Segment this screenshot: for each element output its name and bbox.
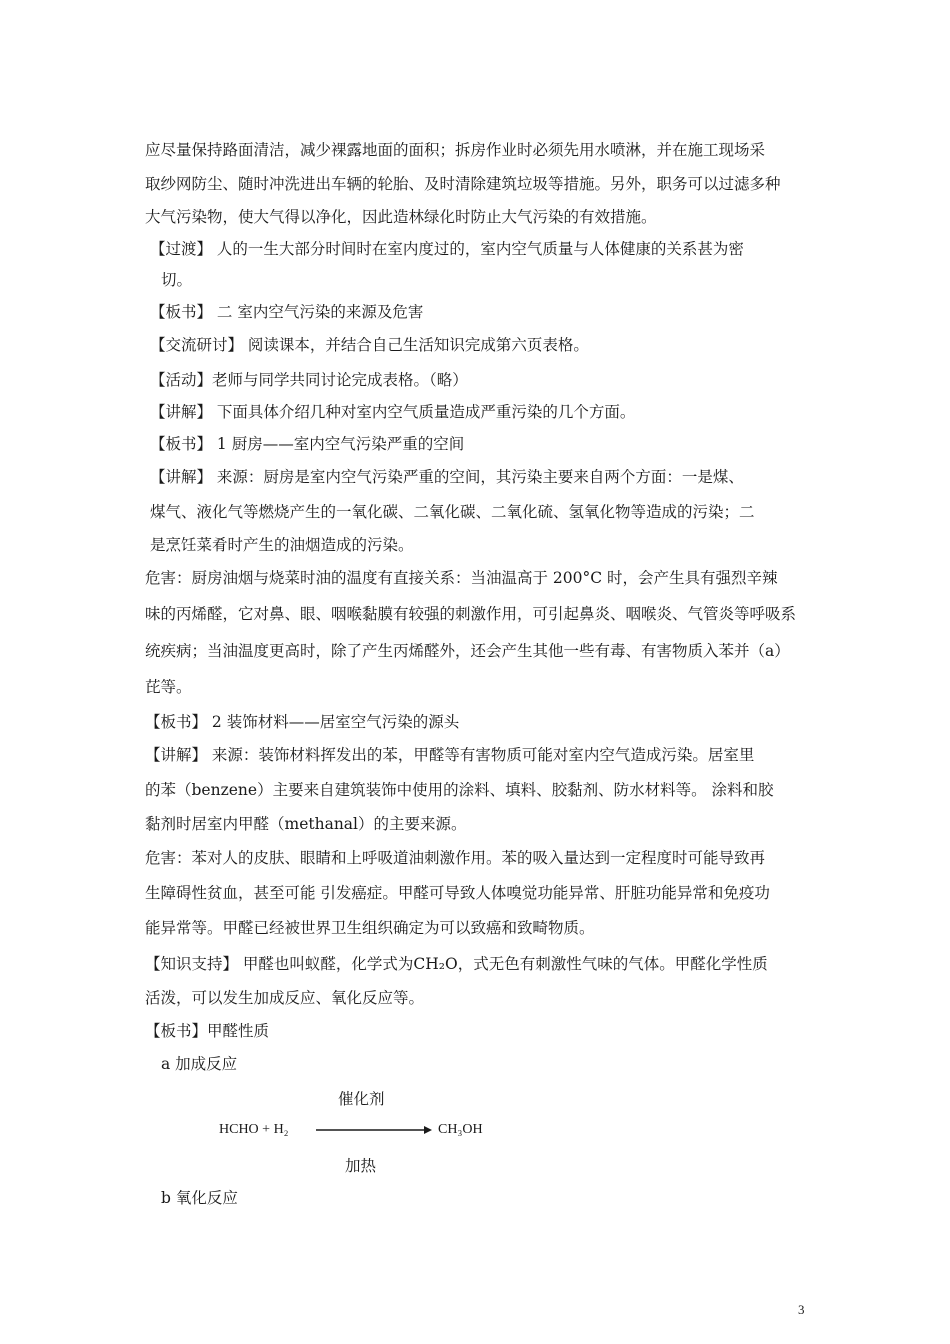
paragraph-line: 生障碍性贫血，甚至可能 引发癌症。甲醛可导致人体嗅觉功能异常、肝脏功能异常和免疫功 — [145, 884, 770, 902]
paragraph-line: b 氧化反应 — [161, 1189, 238, 1207]
paragraph-line: 活泼，可以发生加成反应、氧化反应等。 — [145, 989, 425, 1007]
paragraph-line: 的苯（benzene）主要来自建筑装饰中使用的涂料、填料、胶黏剂、防水材料等。 涂料和胶 — [145, 781, 774, 799]
paragraph-line: 味的丙烯醛，它对鼻、眼、咽喉黏膜有较强的刺激作用，可引起鼻炎、咽喉炎、气管炎等呼吸系 — [145, 605, 797, 623]
paragraph-line: 【板书】 二 室内空气污染的来源及危害 — [150, 303, 424, 321]
paragraph-line: 煤气、液化气等燃烧产生的一氧化碳、二氧化碳、二氧化硫、氢氧化物等造成的污染；二 — [150, 503, 755, 521]
equation-condition-below: 加热 — [345, 1157, 377, 1175]
paragraph-line: a 加成反应 — [161, 1055, 238, 1073]
paragraph-line: 【讲解】 下面具体介绍几种对室内空气质量造成严重污染的几个方面。 — [150, 403, 636, 421]
paragraph-line: 芘等。 — [145, 678, 192, 696]
paragraph-line: 【交流研讨】 阅读课本，并结合自己生活知识完成第六页表格。 — [150, 336, 589, 354]
equation-condition-above: 催化剂 — [338, 1090, 385, 1108]
paragraph-line: 【讲解】 来源：装饰材料挥发出的苯，甲醛等有害物质可能对室内空气造成污染。居室里 — [145, 746, 755, 764]
page-number: 3 — [798, 1302, 805, 1317]
paragraph-line: 黏剂时居室内甲醛（methanal）的主要来源。 — [145, 815, 467, 833]
paragraph-line: 取纱网防尘、随时冲洗进出车辆的轮胎、及时清除建筑垃圾等措施。另外，职务可以过滤多种 — [145, 175, 781, 193]
paragraph-line: 是烹饪菜肴时产生的油烟造成的污染。 — [150, 536, 414, 554]
paragraph-line: 危害：苯对人的皮肤、眼睛和上呼吸道油刺激作用。苯的吸入量达到一定程度时可能导致再 — [145, 849, 766, 867]
paragraph-line: 能异常等。甲醛已经被世界卫生组织确定为可以致癌和致畸物质。 — [145, 919, 595, 937]
equation-reactants: HCHO + H₂ — [219, 1122, 289, 1137]
paragraph-line: 大气污染物，使大气得以净化，因此造林绿化时防止大气污染的有效措施。 — [145, 208, 657, 226]
paragraph-line: 【活动】老师与同学共同讨论完成表格。（略） — [150, 371, 468, 389]
paragraph-line: 【过渡】 人的一生大部分时间时在室内度过的，室内空气质量与人体健康的关系甚为密 — [150, 240, 744, 258]
paragraph-line: 应尽量保持路面清洁，减少裸露地面的面积；拆房作业时必须先用水喷淋，并在施工现场采 — [145, 141, 766, 159]
paragraph-line: 【板书】 1 厨房——室内空气污染严重的空间 — [150, 435, 465, 453]
paragraph-line: 【板书】甲醛性质 — [145, 1022, 270, 1040]
paragraph-line: 【板书】 2 装饰材料——居室空气污染的源头 — [145, 713, 460, 731]
paragraph-line: 统疾病；当油温度更高时，除了产生丙烯醛外，还会产生其他一些有毒、有害物质入苯并（a） — [145, 642, 790, 660]
paragraph-line: 危害：厨房油烟与烧菜时油的温度有直接关系：当油温高于 200°C 时，会产生具有强烈辛辣 — [145, 569, 778, 587]
paragraph-line: 切。 — [161, 271, 193, 289]
paragraph-line: 【知识支持】 甲醛也叫蚁醛，化学式为CH₂O，式无色有刺激性气味的气体。甲醛化学性质 — [145, 955, 768, 973]
reaction-arrow-icon — [316, 1124, 432, 1136]
paragraph-line: 【讲解】 来源：厨房是室内空气污染严重的空间，其污染主要来自两个方面：一是煤、 — [150, 468, 744, 486]
equation-product: CH₃OH — [438, 1122, 483, 1137]
